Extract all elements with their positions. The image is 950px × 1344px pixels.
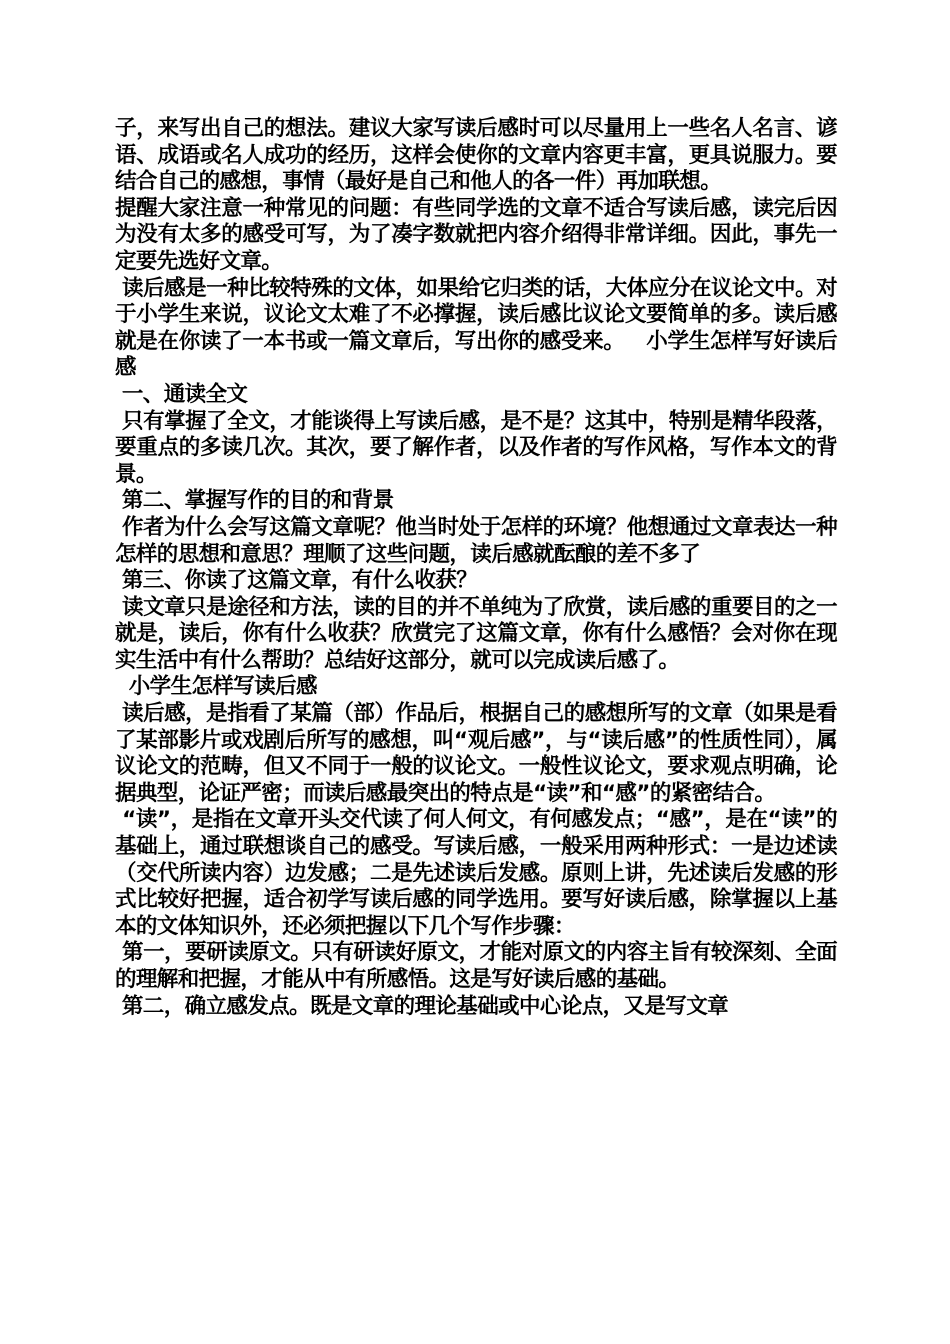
paragraph: “读”，是指在文章开头交代读了何人何文，有何感发点；“感”，是在“读”的基础上，通过联想谈自己的感受。写读后感，一般采用两种形式：一是边述读（交代所读内容）边发感；二是先述读后发感。原则上讲，先述读后发感的形式比较好把握，适合初学写读后感的同学选用。要写好读后感，除掌握以上基本的文体知识外，还必须把握以下几个写作步骤： xyxy=(115,807,838,939)
paragraph: 作者为什么会写这篇文章呢？他当时处于怎样的环境？他想通过文章表达一种怎样的思想和意思？理顺了这些问题，读后感就酝酿的差不多了 xyxy=(115,514,838,567)
paragraph: 只有掌握了全文，才能谈得上写读后感，是不是？这其中，特别是精华段落，要重点的多读几次。其次，要了解作者，以及作者的写作风格，写作本文的背景。 xyxy=(115,408,838,487)
section-heading: 第二、掌握写作的目的和背景 xyxy=(115,488,394,514)
section-heading: 一、通读全文 xyxy=(115,381,248,407)
paragraph: 第一，要研读原文。只有研读好原文，才能对原文的内容主旨有较深刻、全面的理解和把握，才能从中有所感悟。这是写好读后感的基础。 xyxy=(115,940,838,992)
paragraph: 读后感，是指看了某篇（部）作品后，根据自己的感想所写的文章（如果是看了某部影片或戏剧后所写的感想，叫“观后感”，与“读后感”的性质性同），属议论文的范畴，但又不同于一般的议论文。一般性议论文，要求观点明确，论据典型，论证严密；而读后感最突出的特点是“读”和“感”的紧密结合。 xyxy=(115,701,838,806)
section-heading: 小学生怎样写读后感 xyxy=(115,674,317,700)
document-page xyxy=(115,116,837,1020)
paragraph: 提醒大家注意一种常见的问题：有些同学选的文章不适合写读后感，读完后因为没有太多的感受可写，为了凑字数就把内容介绍得非常详细。因此，事先一定要先选好文章。 xyxy=(115,195,837,274)
paragraph: 子，来写出自己的想法。建议大家写读后感时可以尽量用上一些名人名言、谚语、成语或名人成功的经历，这样会使你的文章内容更丰富，更具说服力。要结合自己的感想，事情（最好是自己和他人的各一件）再加联想。 xyxy=(115,116,837,195)
paragraph: 第二，确立感发点。既是文章的理论基础或中心论点，又是写文章 xyxy=(115,993,728,1019)
paragraph: 读后感是一种比较特殊的文体，如果给它归类的话，大体应分在议论文中。对于小学生来说，议论文太难了不必撑握，读后感比议论文要简单的多。读后感就是在你读了一本书或一篇文章后，写出你的感受来。 小学生怎样写好读后感 xyxy=(115,275,838,381)
paragraph: 读文章只是途径和方法，读的目的并不单纯为了欣赏，读后感的重要目的之一就是，读后，你有什么收获？欣赏完了这篇文章，你有什么感悟？会对你在现实生活中有什么帮助？总结好这部分，就可以完成读后感了。 xyxy=(115,594,838,673)
section-heading: 第三、你读了这篇文章，有什么收获？ xyxy=(115,568,478,594)
